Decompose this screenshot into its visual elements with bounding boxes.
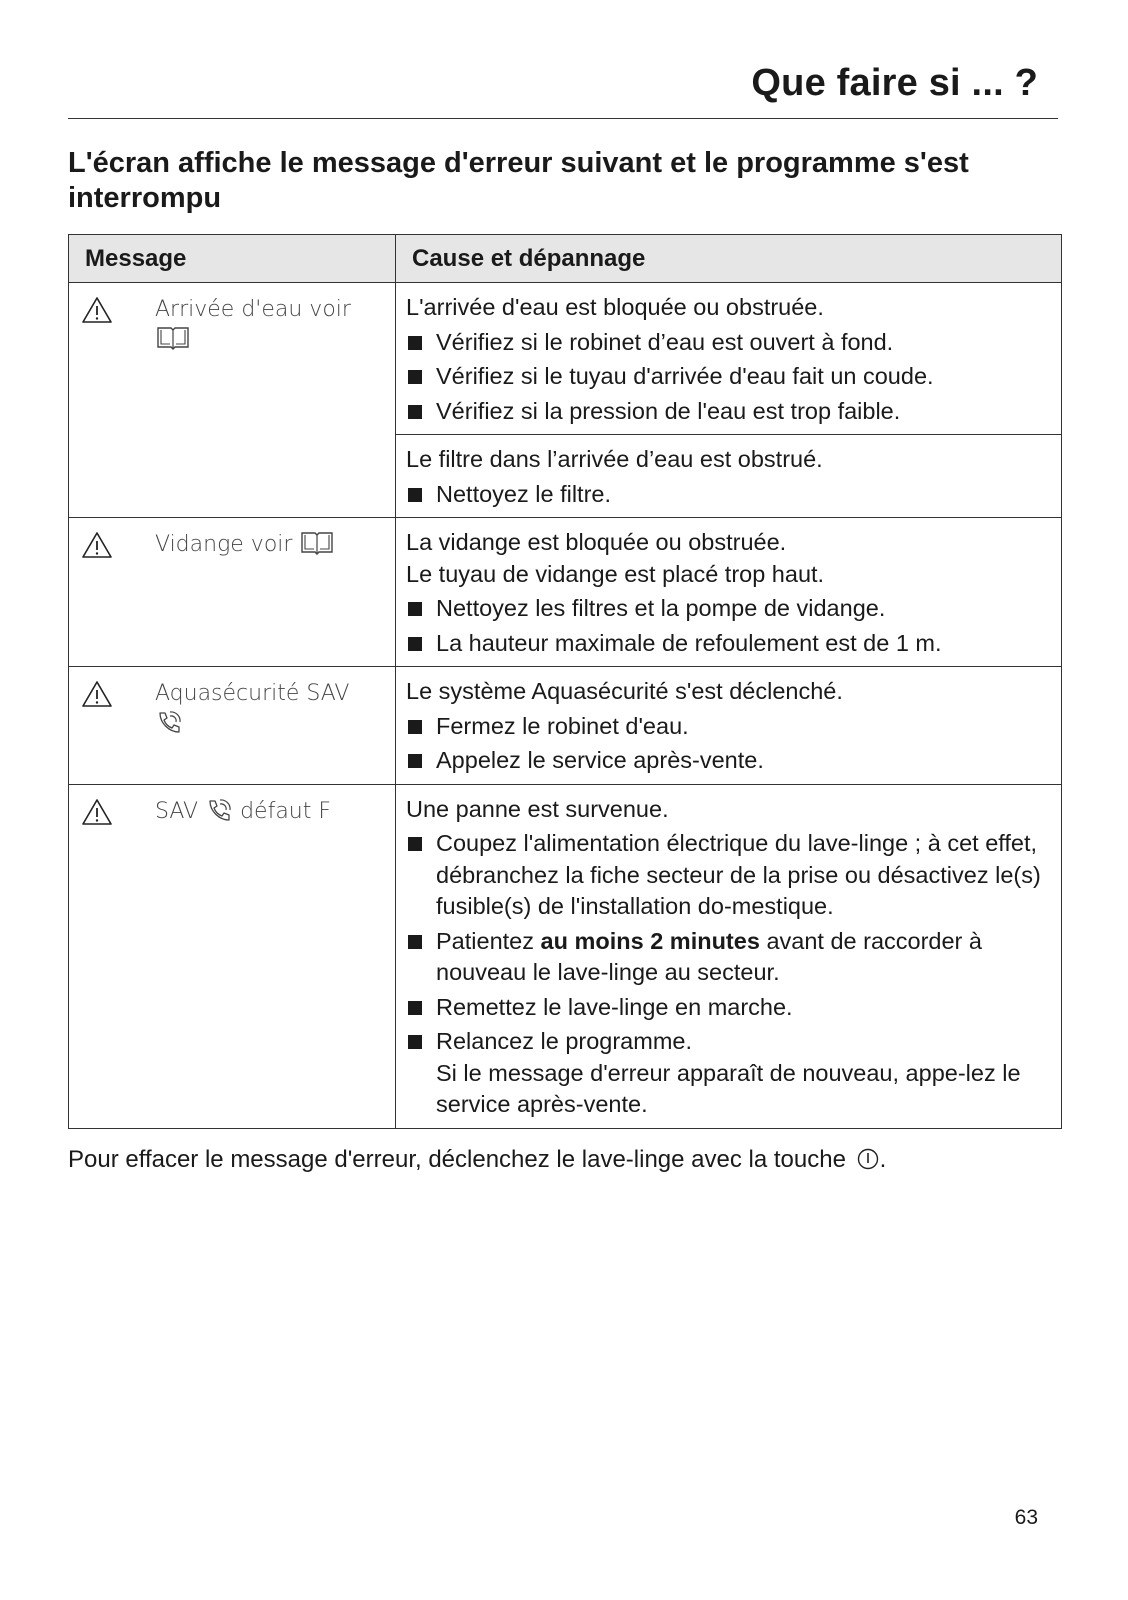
cause-cell: [396, 667, 1062, 785]
message-cell: [69, 784, 396, 1128]
page-header-title: Que faire si ... ?: [751, 62, 1038, 104]
wait-text-after: avant de raccorder à nouveau le lave-linge au secteur.: [436, 927, 982, 985]
header-divider: [68, 118, 1058, 119]
list-item: Nettoyez le filtre.: [406, 479, 1051, 511]
error-message-table: [68, 234, 1062, 1129]
display-message-text: Arrivée d'eau voir: [155, 297, 351, 322]
list-item: Coupez l'alimentation électrique du lave-linge ; à cet effet, débranchez la fiche secteur de la prise ou désactivez le(s) fusible(s) de l'installation do-mestique.: [406, 828, 1051, 923]
table-row: [69, 283, 1062, 435]
display-message-text: Vidange voir: [155, 532, 293, 557]
table-row: [69, 784, 1062, 1128]
cause-text: La vidange est bloquée ou obstruée.: [406, 529, 787, 555]
list-item: [406, 926, 1051, 989]
warning-icon: [81, 679, 113, 709]
list-item: Appelez le service après-vente.: [406, 745, 1051, 777]
page-number: 63: [1014, 1506, 1038, 1529]
restart-text: Relancez le programme.: [436, 1028, 692, 1054]
list-item: Nettoyez les filtres et la pompe de vidange.: [406, 593, 1051, 625]
section-heading: L'écran affiche le message d'erreur suivant et le programme s'est interrompu: [68, 147, 969, 214]
list-item: [406, 1026, 1051, 1121]
column-header-message: Message: [69, 235, 396, 283]
power-button-icon: [856, 1147, 880, 1171]
cause-cell: [396, 435, 1062, 518]
cause-text: Une panne est survenue.: [406, 795, 669, 822]
list-item: Fermez le robinet d'eau.: [406, 711, 1051, 743]
list-item: La hauteur maximale de refoulement est de 1 m.: [406, 628, 1051, 660]
table-row: [69, 518, 1062, 667]
phone-icon: [155, 709, 183, 735]
table-row: [69, 667, 1062, 785]
cause-cell: [396, 283, 1062, 435]
footnote-end: .: [879, 1146, 887, 1173]
list-item: Vérifiez si le tuyau d'arrivée d'eau fait un coude.: [406, 361, 1051, 393]
display-message-text: SAV: [155, 798, 199, 824]
list-item: Vérifiez si la pression de l'eau est trop faible.: [406, 396, 1051, 428]
warning-icon: [81, 530, 113, 560]
footnote-text: Pour effacer le message d'erreur, déclenchez le lave-linge avec la touche: [68, 1146, 846, 1173]
list-item: Vérifiez si le robinet d’eau est ouvert à fond.: [406, 327, 1051, 359]
cause-text: Le système Aquasécurité s'est déclenché.: [406, 678, 843, 704]
display-message-text: défaut F: [240, 798, 332, 824]
message-cell: [69, 518, 396, 667]
cause-text: Le tuyau de vidange est placé trop haut.: [406, 560, 825, 587]
warning-icon: [81, 797, 113, 827]
message-cell: [69, 283, 396, 518]
cause-text: L'arrivée d'eau est bloquée ou obstruée.: [406, 294, 824, 320]
cause-cell: [396, 784, 1062, 1128]
cause-text: Le filtre dans l’arrivée d’eau est obstrué.: [406, 446, 823, 472]
wait-text-bold: au moins 2 minutes: [540, 927, 760, 954]
footnote: [68, 1144, 1068, 1176]
warning-icon: [81, 295, 113, 325]
table-header-row: [69, 235, 1062, 283]
book-icon: [155, 325, 191, 351]
column-header-cause: Cause et dépannage: [396, 235, 1062, 283]
display-message-text: Aquasécurité SAV: [155, 681, 350, 706]
wait-text-before: Patientez: [436, 927, 534, 954]
phone-icon: [205, 797, 233, 823]
book-icon: [299, 530, 335, 556]
followup-text: Si le message d'erreur apparaît de nouveau, appe-lez le service après-vente.: [436, 1059, 1021, 1117]
list-item: Remettez le lave-linge en marche.: [406, 992, 1051, 1024]
message-cell: [69, 667, 396, 785]
cause-cell: [396, 518, 1062, 667]
